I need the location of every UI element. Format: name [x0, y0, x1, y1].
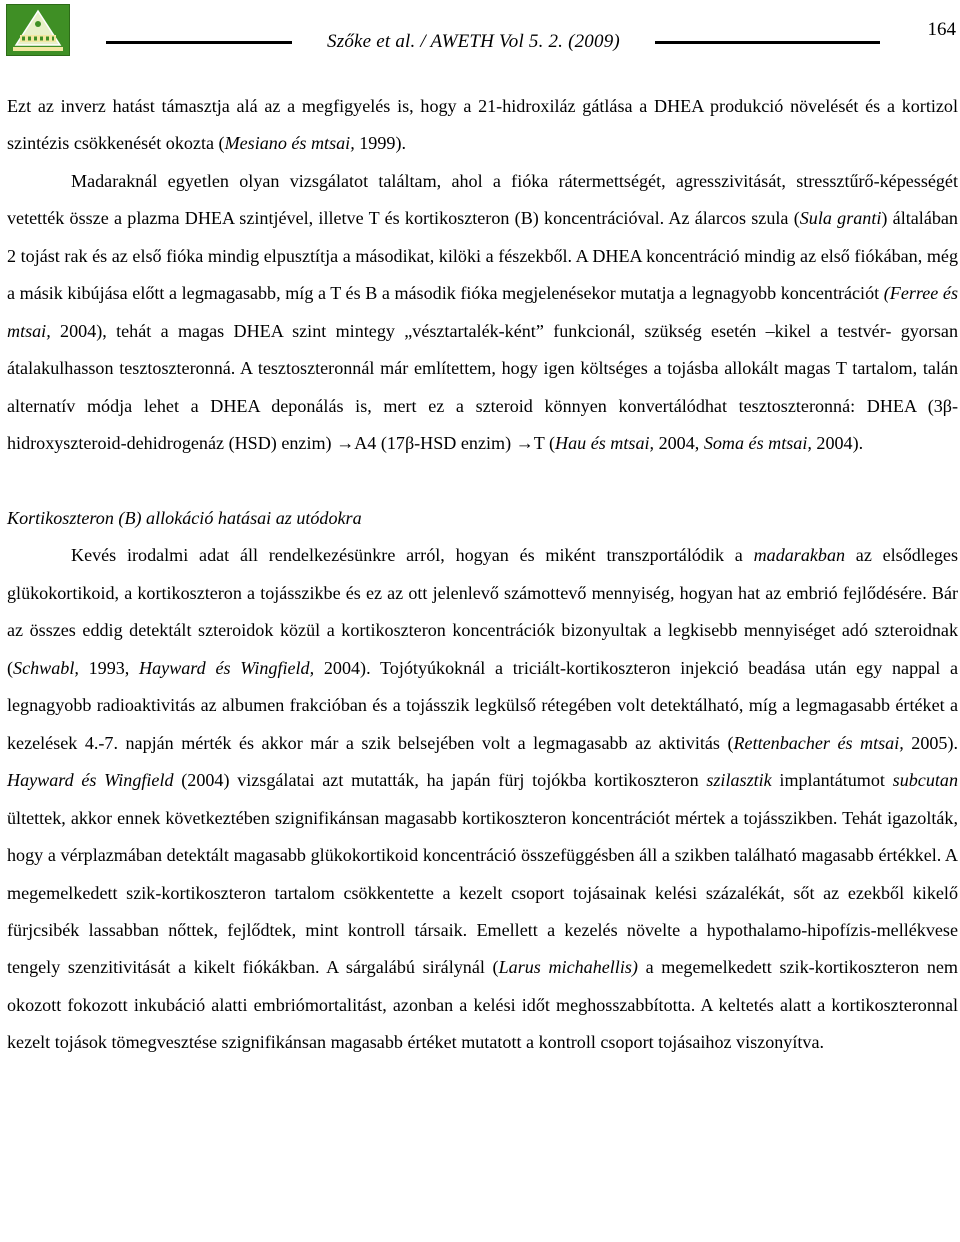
text-run: Sula granti [799, 208, 882, 229]
text-run: Hayward és Wingfield, [139, 657, 315, 678]
text-run: Schwabl, [13, 657, 79, 678]
text-run: 2004), tehát a magas DHEA szint mintegy „vésztartalék-ként” funkcionál, szükség esetén –kikel a testvér- gyorsan átalakulhasson tesztoszteronná. A tesztoszteronnál már említettem, hogy igen költséges a tojásba allokált magas T tartalom, talán alternatív módja lehet a DHEA deponálás is, mert ez a szteroid könnyen konvertálódhat tesztoszteronná: DHEA (3β- hidroxyszteroid-dehidrogenáz (HSD) enzim) →A4 (17β-HSD enzim) →T ( [7, 320, 958, 454]
text-run: (2004) vizsgálatai azt mutatták, ha japán fürj tojókba kortikoszteron [173, 770, 707, 791]
text-run: Ezt az inverz hatást támasztja alá az a megfigyelés is, hogy a 21-hidroxiláz gátlása a DHEA produkció növelését és a kortizol szintézis csökkenését okozta ( [7, 96, 958, 154]
text-run: szilasztik [706, 770, 772, 791]
text-run: 1993, [78, 657, 140, 678]
text-run: ) általában 2 tojást rak és az első fióka mindig elpusztítja a másodikat, kilöki a fészekből. A DHEA koncentráció mindig az első fiókában, még a másik kibújása előtt a legmagasabb, míg a T és B a második fióka megjelenésekor mutatja a legnagyobb koncentrációt [7, 208, 958, 304]
paragraph-2 [7, 163, 958, 463]
text-run: Hau és mtsai, [555, 433, 655, 454]
section-spacer [7, 463, 958, 500]
page-number: 164 [927, 19, 956, 40]
section-heading: Kortikoszteron (B) allokáció hatásai az utódokra [7, 507, 362, 528]
text-run: az elsődleges glükokortikoid, a kortikoszteron a tojásszikbe és ez az ott jelenlevő számottevő mennyiség, hogyan hat az embrió fejlődésére. Bár az összes eddig detektált szteroidok közül a kortikoszteron koncentrációk bizonyultak a legkisebb mennyiséget adó szteroidnak ( [7, 545, 958, 678]
text-run: 2004, [654, 433, 704, 454]
text-run: Hayward és Wingfield [7, 770, 174, 791]
text-run: madarakban [753, 545, 846, 566]
text-run: Soma és mtsai, [703, 433, 812, 454]
text-run: Mesiano és mtsai, [224, 133, 355, 154]
text-run: a megemelkedett szik-kortikoszteron nem okozott fokozott inkubáció alatti embriómortalitást, azonban a kelési időt meghosszabbította. A keltetés alatt a kortikoszteronnal kezelt tojások tömegvesztése szignifikánsan magasabb értéket mutatott a kontroll csoport tojásaihoz viszonyítva. [7, 957, 958, 1053]
page-header [0, 0, 960, 70]
header-rule-right [655, 41, 880, 44]
running-header-title: Szőke et al. / AWETH Vol 5. 2. (2009) [327, 31, 620, 52]
text-run: Rettenbacher és mtsai, [733, 732, 904, 753]
paragraph-1 [7, 88, 958, 163]
text-run: (Ferree és mtsai, [7, 283, 958, 341]
text-run: Madaraknál egyetlen olyan vizsgálatot találtam, ahol a fióka rátermettségét, agresszivitását, stressztűrő-képességét vetették össze a plazma DHEA szintjével, illetve T és kortikoszteron (B) koncentrációval. Az álarcos szula ( [7, 170, 958, 229]
text-run: Kevés irodalmi adat áll rendelkezésünkre arról, hogyan és miként transzportálódik a [71, 545, 754, 566]
text-run: 2005). [903, 732, 959, 753]
journal-logo-icon [6, 4, 70, 56]
article-body [7, 88, 958, 1062]
paragraph-3 [7, 537, 958, 1061]
text-run: Larus michahellis) [498, 957, 638, 978]
text-run: 2004). Tojótyúkoknál a triciált-kortikoszteron injekció beadása után egy nappal a legnagyobb radioaktivitás az albumen frakcióban és a tojásszik legkülső rétegében volt detektálható, míg a legmagasabb értéket a kezelések 4.-7. napján mérték és akkor már a szik belsejében volt a legmagasabb az aktivitás ( [7, 657, 958, 753]
text-run: ültettek, akkor ennek következtében szignifikánsan magasabb kortikoszteron koncentrációt mértek a tojásszikben. Tehát igazolták, hogy a vérplazmában detektált magasabb glükokortikoid koncentráció összefüggésben áll a szikben található magasabb értékkel. A megemelkedett szik-kortikoszteron tartalom csökkentette a kezelt csoport tojásainak kelési százalékát, sőt az ezekből kikelő fürjcsibék lassabban nőttek, fejlődtek, mint kontroll társaik. Emellett a kezelés növelte a hypothalamo-hipofízis-mellékvese tengely szenzitivitását a kikelt fiókákban. A sárgalábú sirálynál ( [7, 807, 958, 978]
text-run: 2004). [811, 433, 864, 454]
text-run: implantátumot [771, 770, 893, 791]
header-rule-left [106, 41, 292, 44]
text-run: 1999). [354, 133, 406, 154]
text-run: subcutan [892, 770, 958, 791]
